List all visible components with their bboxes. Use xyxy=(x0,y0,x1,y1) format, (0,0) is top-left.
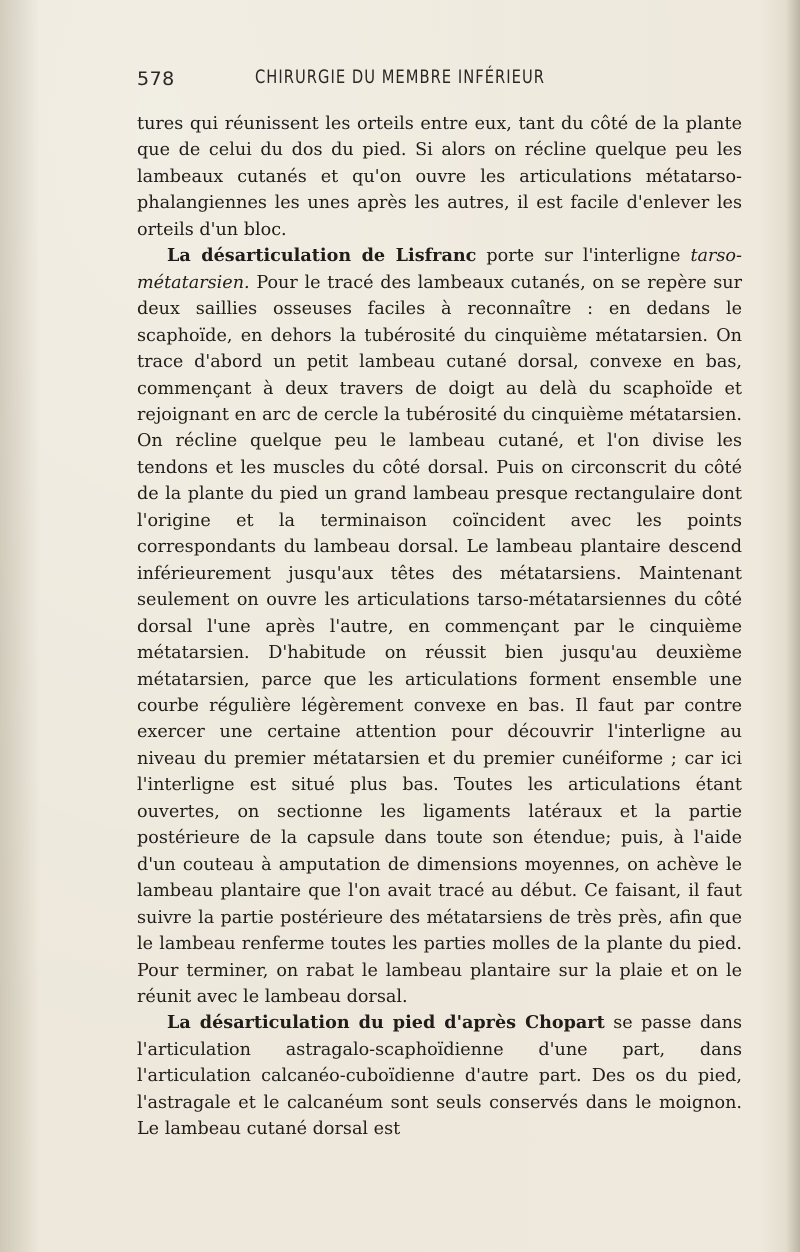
text-run: porte sur l'interligne xyxy=(476,246,691,267)
italic-term: tarso-métatarsien. xyxy=(137,246,742,293)
running-head xyxy=(137,66,742,94)
page-number: 578 xyxy=(137,68,175,90)
paragraph-chopart xyxy=(137,1010,742,1142)
running-title: CHIRURGIE DU MEMBRE INFÉRIEUR xyxy=(255,66,546,88)
section-heading-lisfranc: La désarticulation de Lisfranc xyxy=(167,245,477,267)
text-run: se passe dans l'articulation astragalo-scaphoïdienne d'une part, dans l'articulation calcanéo-cuboïdienne d'autre part. Des os du pied, l'astragale et le calcanéum sont seuls conservés dans le moignon. Le lambeau cutané dorsal est xyxy=(137,1013,742,1140)
spine-shadow xyxy=(786,0,800,1252)
body-text xyxy=(137,111,742,1143)
section-heading-chopart: La désarticulation du pied d'après Chopart xyxy=(167,1012,605,1034)
text-run: Pour le tracé des lambeaux cutanés, on se repère sur deux saillies osseuses faciles à reconnaître : en dedans le scaphoïde, en dehors la tubérosité du cinquième métatarsien. On trace d'abord un petit lambeau cutané dorsal, convexe en bas, commençant à deux travers de doigt au delà du scaphoïde et rejoignant en arc de cercle la tubérosité du cinquième métatarsien. On récline quelque peu le lambeau cutané, et l'on divise les tendons et les muscles du côté dorsal. Puis on circonscrit du côté de la plante du pied un grand lambeau presque rectangulaire dont l'origine et la terminaison coïncident avec les points correspondants du lambeau dorsal. Le lambeau plantaire descend inférieurement jusqu'aux têtes des métatarsiens. Maintenant seulement on ouvre les articulations tarso-métatarsiennes du côté dorsal l'une après l'autre, en commençant par le cinquième métatarsien. D'habitude on réussit bien jusqu'au deuxième métatarsien, parce que les articulations forment ensemble une courbe régulière légèrement convexe en bas. Il faut par contre exercer une certaine attention pour découvrir l'interligne au niveau du premier métatarsien et du premier cunéiforme ; car ici l'interligne est situé plus bas. Toutes les articulations étant ouvertes, on sectionne les ligaments latéraux et la partie postérieure de la capsule dans toute son étendue; puis, à l'aide d'un couteau à amputation de dimensions moyennes, on achève le lambeau plantaire que l'on avait tracé au début. Ce faisant, il faut suivre la partie postérieure des métatarsiens de très près, afin que le lambeau renferme toutes les parties molles de la plante du pied. Pour terminer, on rabat le lambeau plantaire sur la plaie et on le réunit avec le lambeau dorsal. xyxy=(137,272,742,1007)
text-run: tures qui réunissent les orteils entre eux, tant du côté de la plante que de celui du dos du pied. Si alors on récline quelque peu les lambeaux cutanés et qu'on ouvre les articulations métatarso-phalangiennes les unes après les autres, il est facile d'enlever les orteils d'un bloc. xyxy=(137,114,742,240)
paragraph-lisfranc xyxy=(137,243,742,1010)
page-edge-shading xyxy=(0,0,40,1252)
paragraph-intro xyxy=(137,111,742,243)
